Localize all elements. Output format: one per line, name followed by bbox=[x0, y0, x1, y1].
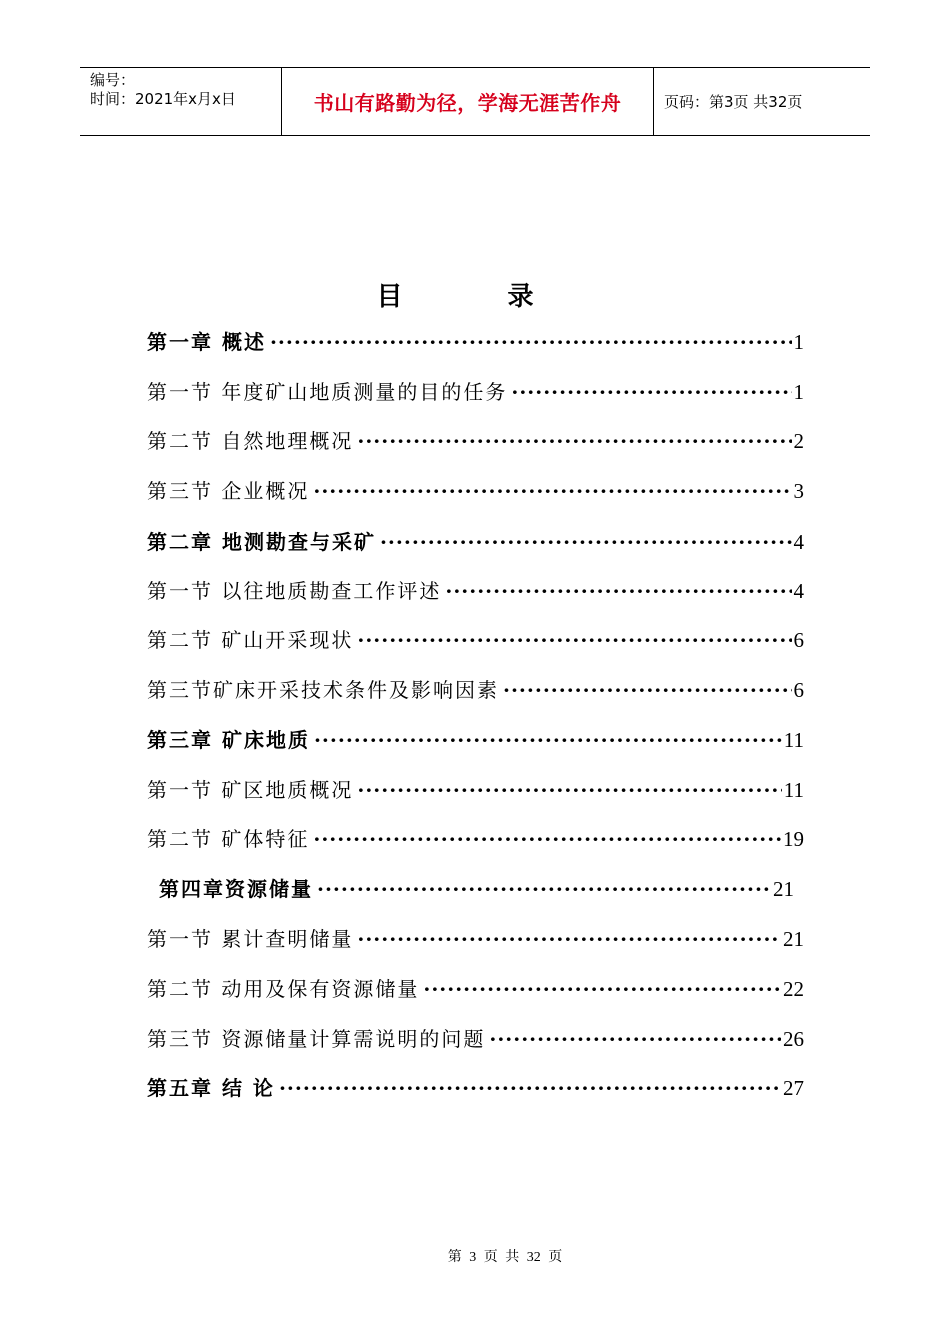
header-motto-cell bbox=[281, 68, 654, 135]
toc-leader-dots bbox=[357, 425, 791, 457]
toc-entry-page: 4 bbox=[793, 530, 804, 554]
toc-leader-dots bbox=[270, 326, 792, 358]
toc-entry-label: 第二节 矿山开采现状 bbox=[147, 628, 354, 652]
toc-entry-label: 第二节 自然地理概况 bbox=[147, 429, 354, 453]
toc-leader-dots bbox=[313, 475, 791, 507]
toc-entry-page: 6 bbox=[793, 678, 804, 702]
toc-entry[interactable] bbox=[147, 376, 804, 408]
toc-entry[interactable] bbox=[147, 923, 804, 955]
toc-leader-dots bbox=[511, 376, 791, 408]
toc-entry[interactable] bbox=[147, 823, 804, 855]
toc-entry-label: 第三节 企业概况 bbox=[147, 479, 310, 503]
toc-leader-dots bbox=[357, 923, 781, 955]
toc-leader-dots bbox=[423, 973, 781, 1005]
toc-entry-page: 21 bbox=[783, 927, 804, 951]
toc-entry-page: 1 bbox=[793, 330, 804, 354]
toc-entry[interactable] bbox=[147, 475, 804, 507]
toc-entry[interactable] bbox=[147, 425, 804, 457]
toc-entry-label: 第一节 以往地质勘查工作评述 bbox=[147, 579, 442, 603]
toc-entry-label: 第三节 资源储量计算需说明的问题 bbox=[147, 1027, 486, 1051]
toc-entry[interactable] bbox=[147, 973, 804, 1005]
toc-entry[interactable] bbox=[147, 774, 804, 806]
toc-entry-page: 26 bbox=[783, 1027, 804, 1051]
toc-leader-dots bbox=[357, 624, 791, 656]
toc-title: 目 录 bbox=[376, 282, 582, 312]
toc-entry-page: 21 bbox=[773, 877, 794, 901]
number-label: 编号： bbox=[90, 71, 136, 89]
toc-entry[interactable] bbox=[147, 674, 804, 706]
toc-entry-page: 3 bbox=[793, 479, 804, 503]
toc-entry-page: 11 bbox=[783, 728, 804, 752]
toc-entry-label: 第三章 矿床地质 bbox=[147, 728, 310, 752]
toc-entry-label: 第二章 地测勘查与采矿 bbox=[147, 530, 376, 554]
toc-leader-dots bbox=[445, 575, 791, 607]
toc-entry-label: 第一节 矿区地质概况 bbox=[147, 778, 354, 802]
toc-entry[interactable] bbox=[147, 1072, 804, 1104]
toc-leader-dots bbox=[489, 1023, 781, 1055]
toc-entry-page: 2 bbox=[793, 429, 804, 453]
toc-leader-dots bbox=[313, 823, 781, 855]
toc-entry-page: 4 bbox=[793, 579, 804, 603]
toc-entry-page: 11 bbox=[783, 778, 804, 802]
toc-entry-page: 27 bbox=[783, 1076, 804, 1100]
toc-leader-dots bbox=[314, 724, 782, 756]
toc-entry[interactable] bbox=[147, 575, 804, 607]
toc-leader-dots bbox=[279, 1072, 781, 1104]
toc-entry-page: 6 bbox=[793, 628, 804, 652]
toc-entry-label: 第一节 累计查明储量 bbox=[147, 927, 354, 951]
toc-entry-label: 第一节 年度矿山地质测量的目的任务 bbox=[147, 380, 508, 404]
toc-entry-label: 第五章 结 论 bbox=[147, 1076, 275, 1100]
toc-entry-label: 第二节 矿体特征 bbox=[147, 827, 310, 851]
header-page-cell bbox=[654, 68, 870, 135]
page-info: 页码：第3页 共32页 bbox=[664, 93, 803, 111]
page-header bbox=[80, 67, 870, 136]
toc-entry[interactable] bbox=[147, 326, 804, 358]
toc-entry-page: 22 bbox=[783, 977, 804, 1001]
toc-entry[interactable] bbox=[147, 526, 804, 558]
toc-entry[interactable] bbox=[147, 724, 804, 756]
toc-entry[interactable] bbox=[147, 1023, 804, 1055]
toc-entry-page: 19 bbox=[783, 827, 804, 851]
page-footer: 第 3 页 共 32 页 bbox=[447, 1250, 563, 1265]
toc-leader-dots bbox=[380, 526, 792, 558]
toc-entry-label: 第二节 动用及保有资源储量 bbox=[147, 977, 420, 1001]
toc-entry-label: 第一章 概述 bbox=[147, 330, 266, 354]
toc-leader-dots bbox=[317, 873, 771, 905]
motto-text: 书山有路勤为径，学海无涯苦作舟 bbox=[313, 91, 622, 115]
toc-entry[interactable] bbox=[147, 624, 804, 656]
toc-entry-label: 第三节矿床开采技术条件及影响因素 bbox=[147, 678, 499, 702]
toc-leader-dots bbox=[357, 774, 781, 806]
time-label: 时间：2021年x月x日 bbox=[90, 90, 236, 108]
toc-entry-page: 1 bbox=[793, 380, 804, 404]
toc-entry[interactable] bbox=[159, 873, 794, 905]
header-left-cell bbox=[80, 68, 281, 135]
toc-leader-dots bbox=[503, 674, 792, 706]
toc-entry-label: 第四章资源储量 bbox=[159, 877, 313, 901]
